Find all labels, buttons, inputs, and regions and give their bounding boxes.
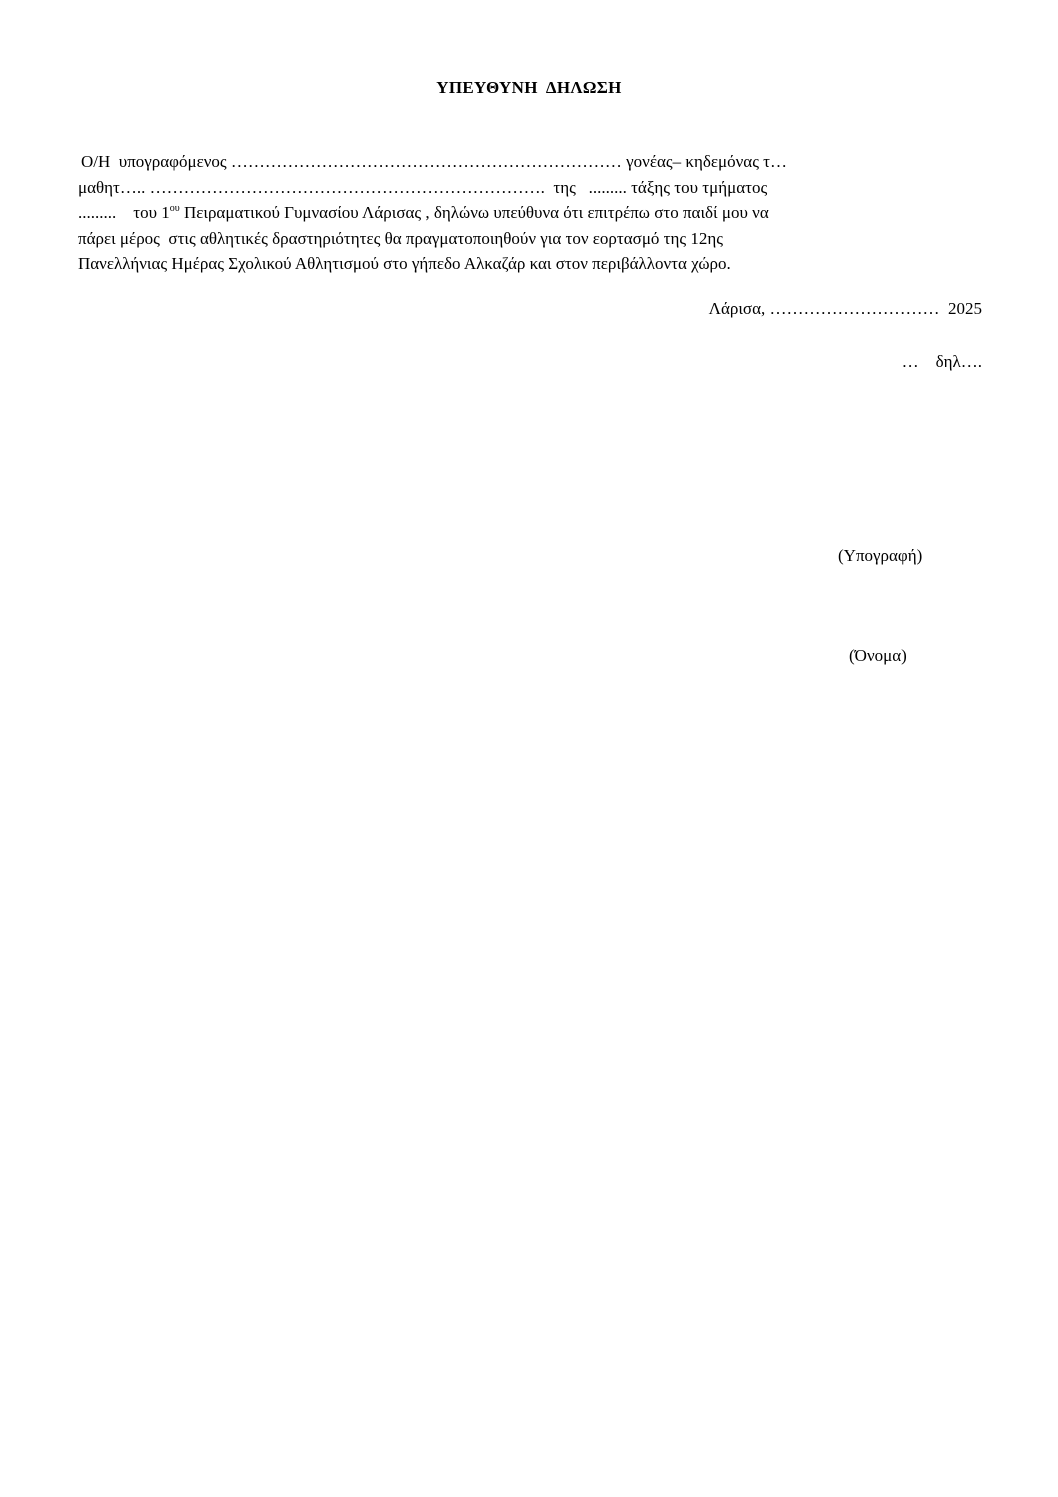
paragraph-line-3-prefix: ......... του 1 [78,203,170,222]
document-title: ΥΠΕΥΘΥΝΗ ΔΗΛΩΣΗ [436,78,622,97]
ordinal-superscript: ου [169,203,180,214]
paragraph-line-2: μαθητ….. ……………………………………………………………. της ......... τάξης του τμήματος [78,178,768,197]
paragraph-line-1: Ο/Η υπογραφόμενος …………………………………………………………… γονέας– κηδεμόνας τ… [81,152,788,171]
signature-label: (Υπογραφή) [838,546,923,565]
paragraph-line-5: Πανελλήνιας Ημέρας Σχολικού Αθλητισμού στο γήπεδο Αλκαζάρ και στον περιβάλλοντα χώρο. [78,254,731,273]
declarant-line: … δηλ…. [901,352,982,371]
name-label: (Όνομα) [849,646,907,665]
paragraph-line-3-suffix: Πειραματικού Γυμνασίου Λάρισας , δηλώνω υπεύθυνα ότι επιτρέπω στο παιδί μου να [179,203,769,222]
paragraph-line-4: πάρει μέρος στις αθλητικές δραστηριότητες θα πραγματοποιηθούν για τον εορτασμό της 12ης [78,229,724,248]
paragraph-line-3 [78,202,769,224]
place-date: Λάρισα, ………………………… 2025 [708,299,982,318]
